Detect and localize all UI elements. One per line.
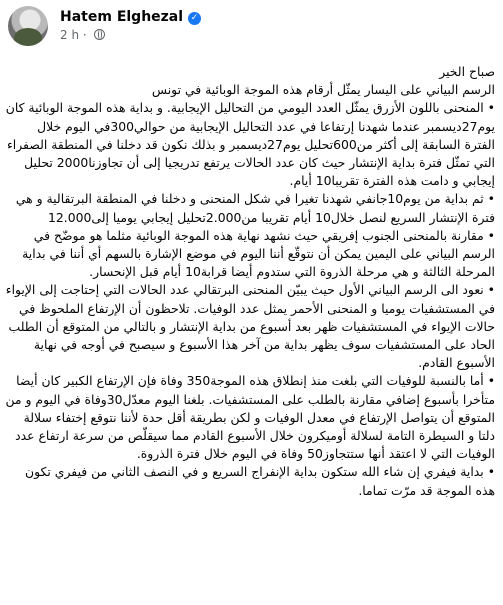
post-paragraph: • بداية فيفري إن شاء الله ستكون بداية الإنفراج السريع و في النصف الثاني من فيفري تكون هذه الموجة قد مرّت تماما. <box>25 464 495 498</box>
post-paragraph: • مقارنة بالمنحنى الجنوب إفريقي حيث نشهد نهاية هذه الموجة الوبائية مثلما هو موضّح في الرسم البياني على اليمين يمكن أن نتوقّع أننا اليوم في موضع الإشارة بالسهم أي أننا في بداية المرحلة الثالثة و هي مرحلة الذروة التي ستدوم أيضا قرابة10 أيام قبل الإنحسار. <box>22 227 495 280</box>
post-header <box>8 6 495 54</box>
globe-icon <box>94 29 105 40</box>
post-meta: 2 h · <box>60 28 105 42</box>
post-time[interactable]: 2 h <box>60 28 80 42</box>
post-paragraph: • ثم بداية من يوم10جانفي شهدنا تغيرا في شكل المنحنى و دخلنا في المنطقة البرتقالية و هي فترة الإنتشار السريع لنصل خلال10 أيام تقريبا من2.000تحليل إيجابي يوميا إلى12.000 <box>15 191 495 225</box>
author-name[interactable]: Hatem Elghezal <box>60 9 184 25</box>
post-body <box>4 63 495 500</box>
author-name-row <box>60 9 201 25</box>
verified-badge-icon: ✓ <box>188 12 201 25</box>
post-paragraph: • نعود الى الرسم البياني الأول حيث يبيّن المنحنى البرتقالي عدد الحالات التي إحتاجت إلى الإيواء في المستشفيات يوميا و المنحنى الأحمر يمثل عدد الوفيات. تلاحظون أن الإرتفاع الملحوظ في حالات الإيواء في المستشفيات ظهر بعد أسبوع من بداية الإنتشار و بالتالي من المتوقع أن الطلب الحاد على المستشفيات سوف يظهر بداية من آخر هذا الأسبوع و سيصبح في أوجه في نهاية الأسبوع القادم. <box>5 282 495 371</box>
avatar[interactable] <box>8 6 48 46</box>
post-paragraph: • المنحنى باللون الأزرق يمثّل العدد اليومي من التحاليل الإيجابية. و بداية هذه الموجة الوبائية كان يوم27ديسمبر عندما شهدنا إرتفاعا في عدد التحاليل الإيجابية من حوالي300في اليوم خلال الفترة السابقة إلى أكثر من600تحليل يوم27ديسمبر و بذلك نكون قد دخلنا في المنطقة الصفراء التي تمثّل فترة بداية الإنتشار حيث كان عدد الحالات يرتفع تدريجيا إلى أن تجاوزنا2000 تحليل إيجابي و دامت هذه الفترة تقريبا10 أيام. <box>5 100 495 189</box>
post-greeting: صباح الخير <box>439 64 495 79</box>
post-paragraph: • أما بالنسبة للوفيات التي بلغت منذ إنطلاق هذه الموجة350 وفاة فإن الإرتفاع الكبير كان أيضا متأخرا بأسبوع إضافي مقارنة بالطلب على المستشفيات. بلغنا اليوم معدّل30وفاة في اليوم و من المتوقع أن يتواصل الإرتفاع في معدل الوفيات و لكن بطريقة أقل حدة لأننا نتوقع إختفاء سلالة دلتا و السيطرة التامة لسلالة أوميكرون خلال الأسبوع القادم مما سيقلّص من سرعة ارتفاع عدد الوفيات التي لا اعتقد أنها ستتجاوز50 وفاة في اليوم خلال فترة الذروة. <box>5 373 495 462</box>
post-paragraph: الرسم البياني على اليسار يمثّل أرقام هذه الموجة الوبائية في تونس <box>151 82 495 98</box>
